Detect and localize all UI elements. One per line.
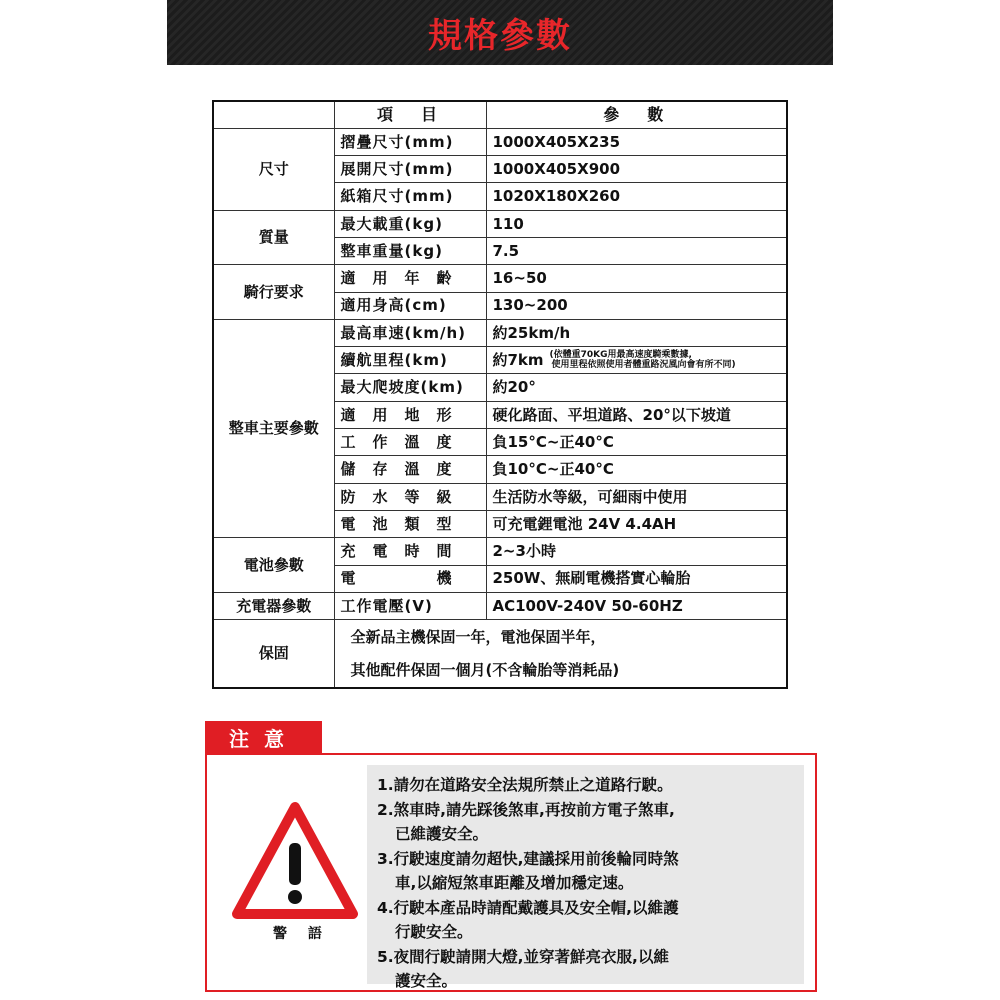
table-header-row — [213, 101, 787, 128]
caution-line: 護安全。 — [395, 972, 458, 990]
page-title: 規格參數 — [428, 16, 572, 56]
table-row — [213, 319, 787, 346]
category-cell: 質量 — [213, 210, 334, 265]
value-text: 生活防水等級，可細雨中使用 — [492, 487, 688, 506]
value-cell — [486, 538, 787, 565]
spec-table-body — [213, 128, 787, 687]
value-cell — [486, 565, 787, 592]
spec-table — [212, 100, 788, 689]
item-cell: 充 電 時 間 — [334, 538, 486, 565]
range-note-line-1: (依體重70KG用最高速度騎乘數據, — [549, 349, 692, 360]
value-cell — [486, 237, 787, 264]
caution-line: 已維護安全。 — [395, 825, 489, 843]
value-cell — [486, 347, 787, 374]
value-text: 1020X180X260 — [492, 187, 620, 206]
header-empty-cell — [213, 101, 334, 128]
header-value: 參 數 — [486, 101, 787, 128]
table-row — [213, 265, 787, 292]
caution-tab — [205, 721, 322, 754]
value-text: 2~3小時 — [492, 542, 556, 561]
caution-notes-panel — [367, 765, 804, 990]
value-text: 負10°C~正40°C — [492, 460, 614, 479]
category-cell: 保固 — [213, 620, 334, 688]
value-text: 1000X405X235 — [492, 132, 620, 151]
value-cell — [486, 210, 787, 237]
warning-label: 警 語 — [273, 926, 330, 942]
title-banner — [167, 0, 833, 65]
value-text: 250W、無刷電機搭實心輪胎 — [492, 569, 691, 588]
value-text: 約20° — [492, 378, 536, 397]
value-cell — [486, 156, 787, 183]
category-cell: 騎行要求 — [213, 265, 334, 320]
category-cell: 尺寸 — [213, 128, 334, 210]
value-cell — [486, 374, 787, 401]
value-cell — [486, 265, 787, 292]
warranty-line-2: 其他配件保固一個月(不含輪胎等消耗品) — [334, 654, 787, 688]
item-cell: 最大爬坡度(km) — [334, 374, 486, 401]
caution-line: 行駛安全。 — [395, 923, 473, 941]
item-cell: 儲 存 溫 度 — [334, 456, 486, 483]
caution-line: 車,以縮短煞車距離及增加穩定速。 — [395, 874, 634, 892]
item-cell: 適 用 年 齡 — [334, 265, 486, 292]
value-text: 110 — [492, 214, 524, 233]
value-text: 7.5 — [492, 241, 520, 260]
range-note — [550, 350, 736, 371]
item-cell: 續航里程(km) — [334, 347, 486, 374]
value-cell — [486, 183, 787, 210]
item-cell: 最高車速(km/h) — [334, 319, 486, 346]
warranty-line-1: 全新品主機保固一年，電池保固半年， — [334, 620, 787, 654]
caution-line: 5.夜間行駛請開大燈,並穿著鮮亮衣服,以維 — [377, 947, 669, 966]
table-row — [213, 620, 787, 654]
table-row — [213, 210, 787, 237]
item-cell: 適 用 地 形 — [334, 401, 486, 428]
item-cell: 適用身高(cm) — [334, 292, 486, 319]
item-cell: 工 作 溫 度 — [334, 429, 486, 456]
category-cell: 電池參數 — [213, 538, 334, 593]
value-cell — [486, 510, 787, 537]
value-cell — [486, 429, 787, 456]
value-cell — [486, 128, 787, 155]
value-text: 硬化路面、平坦道路、20°以下坡道 — [492, 405, 731, 424]
table-row — [213, 592, 787, 619]
range-note-line-2: 使用里程依照使用者體重路況風向會有所不同) — [551, 360, 736, 371]
value-text: 負15°C~正40°C — [492, 432, 614, 451]
category-cell: 整車主要參數 — [213, 319, 334, 537]
value-text: 16~50 — [492, 269, 547, 288]
item-cell: 摺疊尺寸(mm) — [334, 128, 486, 155]
item-cell: 整車重量(kg) — [334, 237, 486, 264]
value-cell — [486, 401, 787, 428]
caution-line: 3.行駛速度請勿超快,建議採用前後輪同時煞 — [377, 849, 679, 868]
caution-tab-label: 注 意 — [229, 727, 288, 751]
caution-box — [205, 753, 817, 992]
item-cell: 電 池 類 型 — [334, 510, 486, 537]
item-cell: 電 機 — [334, 565, 486, 592]
table-row — [213, 128, 787, 155]
value-cell — [486, 483, 787, 510]
caution-line: 2.煞車時,請先踩後煞車,再按前方電子煞車, — [377, 800, 675, 819]
value-cell — [486, 592, 787, 619]
category-cell: 充電器參數 — [213, 592, 334, 619]
value-text: 約25km/h — [492, 323, 571, 342]
value-text: 130~200 — [492, 296, 568, 315]
item-cell: 工作電壓(V) — [334, 592, 486, 619]
table-row — [213, 538, 787, 565]
value-cell — [486, 456, 787, 483]
item-cell: 防 水 等 級 — [334, 483, 486, 510]
header-item: 項 目 — [334, 101, 486, 128]
value-cell — [486, 319, 787, 346]
item-cell: 最大載重(kg) — [334, 210, 486, 237]
item-cell: 展開尺寸(mm) — [334, 156, 486, 183]
caution-line: 1.請勿在道路安全法規所禁止之道路行駛。 — [377, 776, 673, 794]
value-text: 可充電鋰電池 24V 4.4AH — [492, 514, 677, 533]
item-cell: 紙箱尺寸(mm) — [334, 183, 486, 210]
value-cell — [486, 292, 787, 319]
value-text: 1000X405X900 — [492, 159, 620, 178]
caution-line: 4.行駛本產品時請配戴護具及安全帽,以維護 — [377, 898, 679, 917]
warning-triangle-icon — [232, 801, 358, 921]
value-text: AC100V-240V 50-60HZ — [492, 596, 683, 615]
value-text: 約7km — [492, 350, 544, 369]
